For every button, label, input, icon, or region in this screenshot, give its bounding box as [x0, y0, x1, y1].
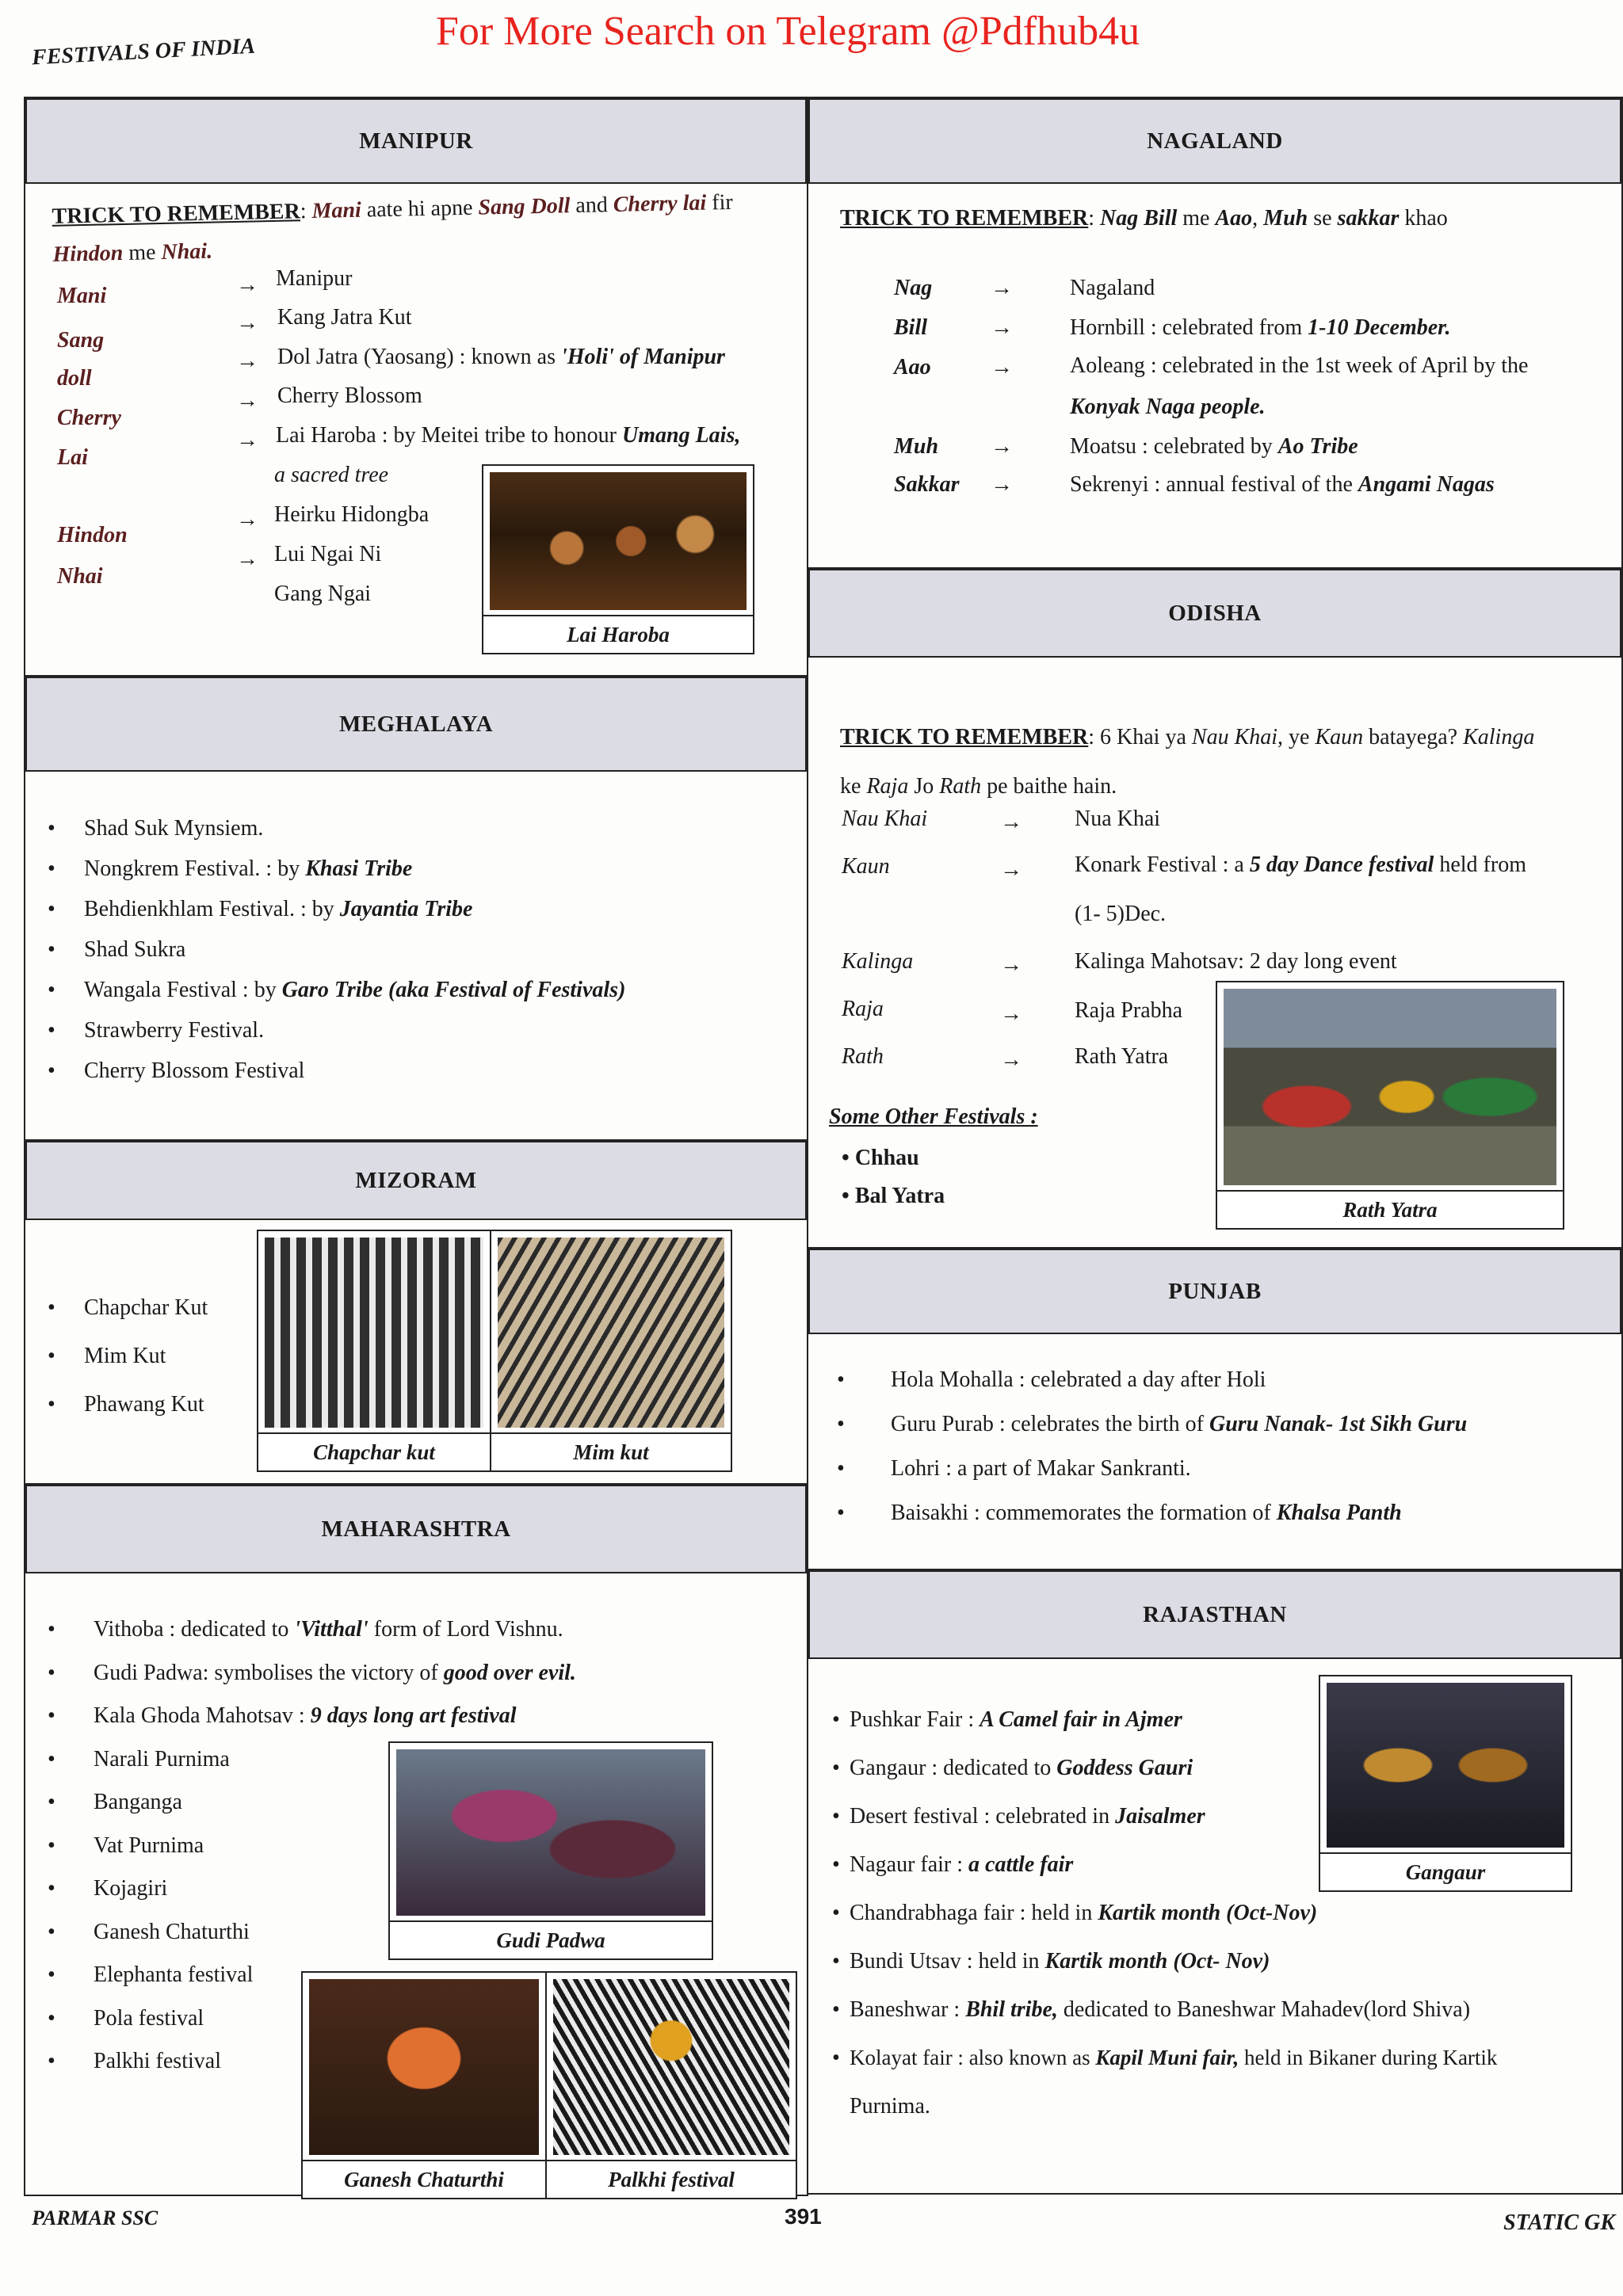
odisha-key-kalinga: Kalinga: [842, 949, 914, 974]
trick-text: me: [1177, 206, 1216, 231]
trick-text: :: [1088, 206, 1101, 231]
palkhi-festival-image: [553, 1979, 789, 2155]
trick-text: khao: [1399, 206, 1448, 231]
arrow-icon: →: [236, 273, 258, 297]
item-text: held from: [1434, 852, 1526, 877]
trick-label: TRICK TO REMEMBER: [840, 206, 1089, 231]
item-text: Shad Sukra: [84, 937, 186, 962]
footer-publisher: PARMAR SSC: [32, 2206, 158, 2229]
list-item: [44, 1051, 797, 1091]
list-item: [834, 1402, 1602, 1447]
trick-key: Hindon: [52, 240, 124, 267]
list-item: [44, 889, 797, 929]
arrow-icon: →: [1000, 1047, 1022, 1072]
manipur-key-lai: Lai: [57, 445, 88, 470]
item-text: Kolayat fair : also known as: [850, 2046, 1096, 2069]
trick-key: Cherry lai: [613, 190, 707, 218]
trick-key: Raja: [866, 774, 909, 799]
item-text: Gangaur : dedicated to: [850, 1756, 1057, 1780]
nagaland-item-aoleang-cont: Konyak Naga people.: [1070, 395, 1266, 419]
list-item: [829, 1985, 1621, 2034]
rath-yatra-caption: Rath Yatra: [1217, 1190, 1563, 1228]
item-emphasis: 9 days long art festival: [310, 1703, 517, 1728]
item-emphasis: 'Holi' of Manipur: [561, 345, 725, 369]
item-text: Banganga: [94, 1790, 182, 1814]
mim-kut-photo: [490, 1230, 732, 1472]
nagaland-key-sakkar: Sakkar: [894, 472, 960, 497]
manipur-trick: [52, 182, 798, 274]
manipur-key-hindon: Hindon: [57, 523, 128, 547]
nagaland-item-aoleang: Aoleang : celebrated in the 1st week of April by the: [1070, 353, 1529, 378]
trick-text: and: [570, 193, 614, 219]
trick-text: aate hi apne: [361, 195, 479, 223]
item-text: Wangala Festival : by: [84, 978, 282, 1002]
item-text: Shad Suk Mynsiem.: [84, 816, 264, 841]
odisha-item-kalinga: Kalinga Mahotsav: 2 day long event: [1075, 949, 1397, 974]
arrow-icon: →: [236, 349, 258, 373]
item-text: Nagaur fair :: [850, 1852, 969, 1877]
trick-text: , ye: [1277, 725, 1316, 749]
gangaur-caption: Gangaur: [1320, 1852, 1571, 1890]
mim-kut-caption: Mim kut: [491, 1432, 731, 1470]
trick-text: ke: [840, 774, 867, 799]
trick-text: me: [122, 239, 162, 265]
manipur-key-sang: Sang: [57, 328, 105, 353]
item-text: Strawberry Festival.: [84, 1018, 265, 1043]
list-item: [834, 1491, 1602, 1535]
list-item: [834, 1358, 1602, 1402]
arrow-icon: →: [1000, 810, 1022, 834]
trick-key: Muh: [1263, 206, 1308, 231]
rajasthan-title: RAJASTHAN: [808, 1570, 1621, 1659]
item-text: Palkhi festival: [94, 2049, 221, 2073]
list-item: • Mim Kut: [44, 1332, 282, 1380]
item-emphasis: Garo Tribe (aka Festival of Festivals): [281, 978, 626, 1002]
item-emphasis: Goddess Gauri: [1056, 1756, 1193, 1780]
punjab-list: [834, 1358, 1602, 1535]
nagaland-item-moatsu: [1070, 434, 1358, 460]
chapchar-kut-caption: Chapchar kut: [258, 1432, 490, 1470]
item-emphasis: Umang Lais,: [622, 423, 741, 448]
item-text: Sekrenyi : annual festival of the: [1070, 472, 1358, 497]
trick-text: se: [1308, 206, 1338, 231]
odisha-item-nuakhai: Nua Khai: [1075, 807, 1161, 831]
manipur-key-mani: Mani: [57, 284, 107, 308]
item-text: Cherry Blossom Festival: [84, 1058, 305, 1083]
manipur-title: MANIPUR: [25, 98, 807, 184]
list-item: [834, 1447, 1602, 1491]
meghalaya-title: MEGHALAYA: [25, 677, 807, 772]
arrow-icon: →: [236, 428, 258, 452]
meghalaya-list: [44, 808, 797, 1091]
trick-text: ,: [1252, 206, 1264, 231]
list-item: [829, 1889, 1621, 1937]
arrow-icon: →: [236, 507, 258, 532]
item-text: Nongkrem Festival. : by: [84, 856, 306, 881]
arrow-icon: →: [236, 547, 258, 571]
nagaland-key-nag: Nag: [894, 276, 933, 300]
odisha-key-rath: Rath: [842, 1044, 884, 1069]
item-text: held in Bikaner during Kartik: [1239, 2046, 1498, 2069]
list-item: [44, 929, 797, 970]
item-text: Kala Ghoda Mahotsav :: [94, 1703, 311, 1728]
list-item: [829, 1937, 1621, 1985]
odisha-other-item: • Chhau: [842, 1146, 919, 1170]
nagaland-item-hornbill: [1070, 315, 1451, 341]
nagaland-trick: [840, 200, 1601, 238]
trick-text: Jo: [908, 774, 940, 799]
item-emphasis: Kartik month (Oct- Nov): [1044, 1949, 1270, 1974]
item-emphasis: Guru Nanak- 1st Sikh Guru: [1209, 1412, 1468, 1436]
mim-kut-image: [498, 1238, 724, 1428]
arrow-icon: →: [991, 315, 1013, 340]
arrow-icon: →: [991, 472, 1013, 497]
item-text: Dol Jatra (Yaosang) : known as: [277, 345, 561, 369]
trick-text: fir: [705, 189, 733, 215]
manipur-item-manipur: Manipur: [276, 266, 353, 291]
item-text: Pushkar Fair :: [850, 1707, 980, 1732]
list-item: • Chapchar Kut: [44, 1283, 282, 1332]
item-emphasis: Khasi Tribe: [305, 856, 413, 881]
item-text: Narali Purnima: [94, 1746, 230, 1772]
odisha-key-naukhai: Nau Khai: [842, 807, 928, 831]
item-text: Desert festival : celebrated in: [850, 1804, 1116, 1829]
odisha-key-kaun: Kaun: [842, 854, 890, 879]
manipur-item-cherry: Cherry Blossom: [277, 383, 422, 408]
trick-key: Kaun: [1315, 725, 1364, 749]
item-text: form of Lord Vishnu.: [368, 1617, 563, 1642]
lai-haroba-photo: [482, 464, 754, 654]
item-text: Chhau: [854, 1146, 919, 1170]
mizoram-title: MIZORAM: [25, 1141, 807, 1220]
odisha-key-raja: Raja: [842, 997, 884, 1021]
odisha-item-konark-cont: (1- 5)Dec.: [1075, 902, 1167, 926]
item-text: Konark Festival : a: [1075, 852, 1250, 877]
manipur-item-lai-cont: a sacred tree: [274, 463, 389, 487]
item-emphasis: A Camel fair in Ajmer: [980, 1707, 1182, 1732]
item-text: Gudi Padwa: symbolises the victory of: [94, 1660, 444, 1685]
item-text: Ganesh Chaturthi: [94, 1919, 250, 1944]
book-section-title: FESTIVALS OF INDIA: [31, 33, 256, 71]
item-text: Purnima.: [850, 2094, 930, 2119]
gudi-padwa-image: [396, 1749, 705, 1916]
trick-key: Sang Doll: [478, 193, 571, 220]
list-item: [44, 970, 797, 1010]
arrow-icon: →: [991, 355, 1013, 379]
trick-key: Rath: [939, 774, 982, 799]
arrow-icon: →: [1000, 857, 1022, 882]
item-text: Bal Yatra: [854, 1184, 945, 1208]
item-text: Vithoba : dedicated to: [94, 1617, 295, 1642]
trick-text: batayega?: [1363, 725, 1464, 749]
list-item: [44, 1652, 797, 1695]
list-item: [44, 1608, 797, 1652]
nagaland-key-bill: Bill: [894, 315, 928, 340]
list-item: [44, 849, 797, 889]
item-text: Kojagiri: [94, 1876, 168, 1901]
item-emphasis: a cattle fair: [968, 1852, 1074, 1877]
trick-key: Nau Khai: [1191, 725, 1278, 749]
nagaland-item-nagaland: Nagaland: [1070, 276, 1155, 300]
item-emphasis: 1-10 December.: [1308, 315, 1451, 340]
item-text: Behdienkhlam Festival. : by: [84, 897, 340, 921]
manipur-key-doll: doll: [57, 366, 92, 391]
arrow-icon: →: [236, 311, 258, 335]
chapchar-kut-photo: [257, 1230, 491, 1472]
arrow-icon: →: [1000, 952, 1022, 977]
trick-key: Nag Bill: [1100, 206, 1178, 231]
trick-label: TRICK TO REMEMBER: [52, 199, 301, 229]
manipur-item-heirku: Heirku Hidongba: [274, 502, 430, 527]
item-text: Lai Haroba : by Meitei tribe to honour: [276, 423, 622, 448]
manipur-item-lai: [276, 423, 740, 448]
odisha-item-rath: Rath Yatra: [1075, 1044, 1169, 1069]
trick-text: : 6 Khai ya: [1088, 725, 1192, 749]
list-item: [44, 1010, 797, 1051]
ganesh-chaturthi-photo: [301, 1971, 547, 2199]
item-emphasis: good over evil.: [443, 1660, 576, 1685]
palkhi-festival-caption: Palkhi festival: [547, 2160, 796, 2198]
gangaur-photo: [1319, 1675, 1572, 1892]
arrow-icon: →: [1000, 1001, 1022, 1026]
trick-key: Kalinga: [1463, 725, 1535, 749]
list-item: [44, 1695, 797, 1738]
item-emphasis: Khalsa Panth: [1276, 1501, 1402, 1525]
item-emphasis: 5 day Dance festival: [1249, 852, 1434, 877]
item-text: Guru Purab : celebrates the birth of: [891, 1412, 1209, 1436]
trick-key: Aao: [1215, 206, 1253, 231]
manipur-item-kang: Kang Jatra Kut: [277, 305, 412, 330]
palkhi-festival-photo: [545, 1971, 797, 2199]
lai-haroba-image: [490, 472, 747, 610]
list-item: [829, 2034, 1621, 2082]
manipur-key-cherry: Cherry: [57, 406, 121, 430]
arrow-icon: →: [236, 388, 258, 413]
promo-banner[interactable]: For More Search on Telegram @Pdfhub4u: [436, 9, 1140, 54]
trick-label: TRICK TO REMEMBER: [840, 725, 1089, 749]
item-text: dedicated to Baneshwar Mahadev(lord Shiva): [1057, 1997, 1471, 2022]
item-emphasis: Kapil Muni fair,: [1095, 2046, 1239, 2069]
rath-yatra-photo: [1216, 981, 1564, 1230]
page-number: 391: [785, 2204, 822, 2229]
item-emphasis: Kartik month (Oct-Nov): [1098, 1901, 1318, 1925]
trick-key: Nhai.: [161, 238, 213, 265]
item-text: Baisakhi : commemorates the formation of: [891, 1501, 1277, 1525]
ganesh-chaturthi-image: [309, 1979, 539, 2155]
gangaur-image: [1327, 1683, 1564, 1848]
trick-key: sakkar: [1337, 206, 1400, 231]
arrow-icon: →: [991, 276, 1013, 300]
gudi-padwa-caption: Gudi Padwa: [390, 1920, 712, 1958]
item-emphasis: 'Vitthal': [294, 1617, 369, 1642]
trick-text: pe baithe hain.: [981, 774, 1117, 799]
item-text: Lohri : a part of Makar Sankranti.: [891, 1456, 1191, 1481]
item-emphasis: Ao Tribe: [1277, 434, 1358, 459]
manipur-item-dol: [277, 345, 725, 370]
item-text: Moatsu : celebrated by: [1070, 434, 1278, 459]
mizoram-list: [44, 1283, 282, 1428]
lai-haroba-caption: Lai Haroba: [483, 615, 753, 653]
list-item-continuation: [829, 2082, 1621, 2130]
nagaland-key-aao: Aao: [894, 355, 931, 379]
odisha-title: ODISHA: [808, 569, 1621, 658]
gudi-padwa-photo: [388, 1741, 713, 1960]
arrow-icon: →: [991, 434, 1013, 459]
manipur-item-lui: Lui Ngai Ni: [274, 542, 382, 566]
item-emphasis: Jayantia Tribe: [339, 897, 473, 921]
nagaland-key-muh: Muh: [894, 434, 939, 459]
nagaland-item-sekrenyi: [1070, 472, 1495, 498]
item-text: Chandrabhaga fair : held in: [850, 1901, 1098, 1925]
item-emphasis: Jaisalmer: [1115, 1804, 1205, 1829]
item-emphasis: Bhil tribe,: [965, 1997, 1058, 2022]
chapchar-kut-image: [265, 1238, 483, 1428]
manipur-item-gang: Gang Ngai: [274, 582, 372, 606]
maharashtra-title: MAHARASHTRA: [25, 1485, 807, 1573]
odisha-other-label: Some Other Festivals :: [829, 1104, 1038, 1129]
odisha-item-konark: [1075, 852, 1526, 878]
nagaland-title: NAGALAND: [808, 98, 1621, 184]
item-text: Hornbill : celebrated from: [1070, 315, 1308, 340]
item-text: Bundi Utsav : held in: [850, 1949, 1045, 1974]
trick-text: :: [300, 198, 312, 224]
item-text: Vat Purnima: [94, 1833, 204, 1858]
footer-subject: STATIC GK: [1503, 2210, 1615, 2235]
odisha-other-item: • Bal Yatra: [842, 1184, 945, 1208]
ganesh-chaturthi-caption: Ganesh Chaturthi: [303, 2160, 545, 2198]
trick-key: Mani: [311, 197, 362, 223]
item-text: Elephanta festival: [94, 1962, 254, 1987]
punjab-title: PUNJAB: [808, 1249, 1621, 1334]
item-text: Baneshwar :: [850, 1997, 966, 2022]
manipur-key-nhai: Nhai: [57, 564, 103, 589]
rath-yatra-image: [1224, 989, 1556, 1185]
odisha-trick: [840, 713, 1609, 811]
odisha-item-raja: Raja Prabha: [1075, 998, 1183, 1023]
list-item: • Phawang Kut: [44, 1380, 282, 1428]
list-item: [44, 808, 797, 849]
item-text: Pola festival: [94, 2005, 204, 2031]
item-text: Hola Mohalla : celebrated a day after Holi: [891, 1367, 1266, 1392]
item-emphasis: Angami Nagas: [1358, 472, 1495, 497]
